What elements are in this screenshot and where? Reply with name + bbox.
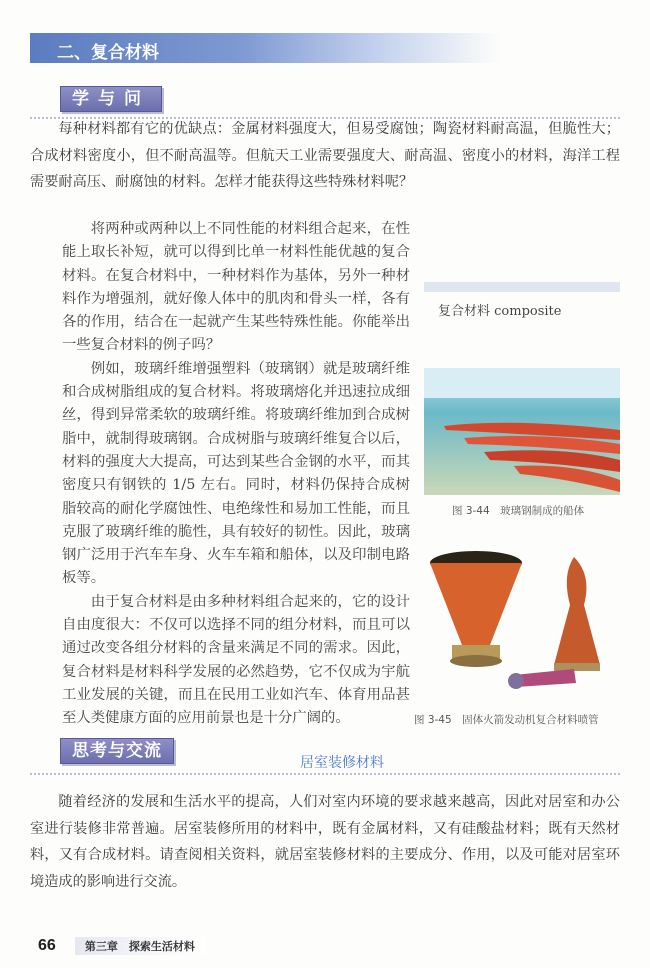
paragraph: 例如，玻璃纤维增强塑料（玻璃钢）就是玻璃纤维和合成树脂组成的复合材料。将玻璃熔化并迅速拉成细丝，得到异常柔软的玻璃纤维。将玻璃纤维加到合成树脂中，就制得玻璃钢。合成树脂与玻璃纤维复合以后，材料的强度大大提高，可达到某些合金钢的水平，而其密度只有钢铁的 1/5 左右。同时，材料仍保持合成树脂较高的耐化学腐蚀性、电绝缘性和易加工性能，而且克服了玻璃纤维的脆性，具有较好的韧性。因此，玻璃钢广泛用于汽车车身、火车车箱和船体，以及印制电路板等。 bbox=[62, 360, 410, 587]
section-title: 二、复合材料 bbox=[57, 43, 159, 63]
think-discuss-tag: 思考与交流 bbox=[60, 738, 174, 764]
glossary-note: 复合材料 composite bbox=[424, 282, 620, 319]
main-text bbox=[62, 218, 410, 731]
page-footer bbox=[38, 935, 205, 955]
discussion-subtitle: 居室装修材料 bbox=[300, 755, 384, 771]
paragraph: 将两种或两种以上不同性能的材料组合起来，在性能上取长补短，就可以得到比单一材料性能优越的复合材料。在复合材料中，一种材料作为基体，另外一种材料作为增强剂，就好像人体中的肌肉和骨头一样，各有各的作用，结合在一起就产生某些特殊性能。你能举出一些复合材料的例子吗？ bbox=[62, 221, 410, 354]
paragraph: 由于复合材料是由多种材料组合起来的，它的设计自由度很大：不仅可以选择不同的组分材料，而且可以通过改变各组分材料的含量来满足不同的需求。因此，复合材料是材料科学发展的必然趋势，它不仅成为宇航工业发展的关键，而且在民用工业如汽车、体育用品甚至人类健康方面的应用前景也是十分广阔的。 bbox=[62, 593, 410, 727]
figure-caption: 图 3-45 固体火箭发动机复合材料喷管 bbox=[414, 714, 599, 726]
page-number: 66 bbox=[38, 937, 56, 954]
boat-hulls-photo bbox=[424, 368, 620, 495]
chapter-title: 第三章 探索生活材料 bbox=[75, 937, 205, 955]
divider bbox=[30, 773, 620, 775]
section-banner bbox=[30, 33, 500, 63]
learn-ask-tag: 学与问 bbox=[60, 86, 162, 112]
rocket-nozzle-photo bbox=[424, 545, 620, 705]
figure-caption: 图 3-44 玻璃钢制成的船体 bbox=[452, 505, 585, 517]
think-discuss-text: 随着经济的发展和生活水平的提高，人们对室内环境的要求越来越高，因此对居室和办公室进行装修非常普遍。居室装修所用的材料中，既有金属材料，又有硅酸盐材料；既有天然材料，又有合成材料。请查阅相关资料，就居室装修材料的主要成分、作用，以及可能对居室环境造成的影响进行交流。 bbox=[30, 794, 620, 890]
learn-ask-text: 每种材料都有它的优缺点：金属材料强度大，但易受腐蚀；陶瓷材料耐高温，但脆性大；合成材料密度小，但不耐高温等。但航天工业需要强度大、耐高温、密度小的材料，海洋工程需要耐高压、耐腐蚀的材料。怎样才能获得这些特殊材料呢？ bbox=[30, 121, 620, 190]
